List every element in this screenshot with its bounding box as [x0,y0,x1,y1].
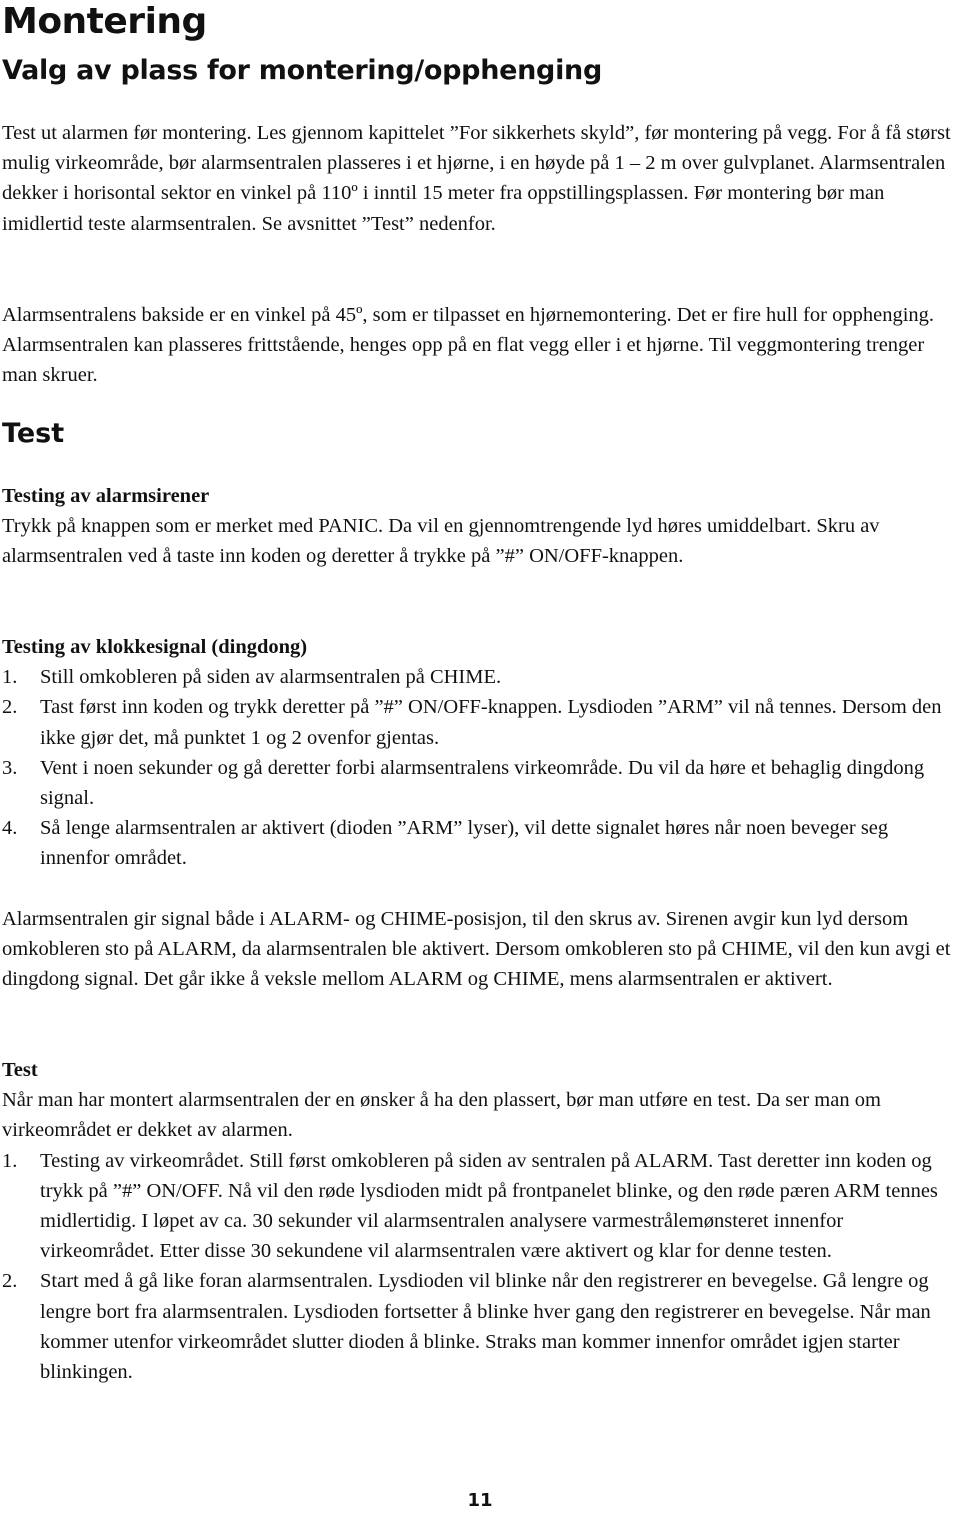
list-item-text: Vent i noen sekunder og gå deretter forbi alarmsentralens virkeområde. Du vil da høre et behaglig dingdong signal. [40,756,925,810]
list-item-number: 1. [2,666,18,689]
signal-paragraph [2,904,958,995]
list-item [2,692,958,752]
list-item-text: Så lenge alarmsentralen ar aktivert (dioden ”ARM” lyser), vil dette signalet høres når noen beveger seg innenfor området. [40,817,889,870]
list-item [2,753,958,813]
list-item [2,662,958,692]
list-item [2,1146,958,1267]
test2-intro: Når man har montert alarmsentralen der en ønsker å ha den plassert, bør man utføre en test. Da ser man om virkeområdet er dekket av alarmen. [2,1089,881,1142]
test2-section [2,1055,958,1387]
list-item-number: 1. [2,1149,18,1172]
chime-test-section [2,632,958,874]
chime-steps-list [2,662,958,873]
list-item [2,1266,958,1387]
siren-test-heading: Testing av alarmsirener [2,485,210,507]
section-heading-test: Test [2,418,65,449]
page-number: 11 [467,1490,493,1511]
list-item-text: Tast først inn koden og trykk deretter på ”#” ON/OFF-knappen. Lysdioden ”ARM” vil nå tennes. Dersom den ikke gjør det, må punktet 1 og 2 ovenfor gjentas. [40,696,942,749]
list-item-number: 2. [2,696,18,719]
siren-test-section [2,481,958,572]
intro-text-1: Test ut alarmen før montering. Les gjennom kapittelet ”For sikkerhets skyld”, før montering på vegg. For å få størst mulig virkeområde, bør alarmsentralen plasseres i et hjørne, i en høyde på 1 – 2 m over gulvplanet. Alarmsentralen dekker i horisontal sektor en vinkel på 110º i inntil 15 meter fra oppstillingsplassen. Før montering bør man imidlertid teste alarmsentralen. Se avsnittet ”Test” nedenfor. [2,122,951,235]
list-item-text: Testing av virkeområdet. Still først omkobleren på siden av sentralen på ALARM. Tast deretter inn koden og trykk på ”#” ON/OFF. Nå vil den røde lysdioden midt på frontpanelet blinke, og den røde pæren ARM tennes midlertidig. I løpet av ca. 30 sekunder vil alarmsentralen analysere varmestrålemønsteret innenfor virkeområdet. Etter disse 30 sekundene vil alarmsentralen være aktivert og klar for denne testen. [40,1149,938,1263]
intro-paragraph-1 [2,118,958,239]
test2-steps-list [2,1146,958,1388]
list-item-number: 4. [2,817,18,840]
intro-text-2: Alarmsentralens bakside er en vinkel på 45º, som er tilpasset en hjørnemontering. Det er fire hull for opphenging. Alarmsentralen kan plasseres frittstående, henges opp på en flat vegg eller i et hjørne. Til veggmontering trenger man skruer. [2,304,935,387]
chime-test-heading: Testing av klokkesignal (dingdong) [2,636,308,658]
intro-paragraph-2 [2,300,958,391]
list-item-text: Still omkobleren på siden av alarmsentralen på CHIME. [40,666,502,689]
siren-test-text: Trykk på knappen som er merket med PANIC. Da vil en gjennomtrengende lyd høres umiddelbart. Skru av alarmsentralen ved å taste inn koden og deretter å trykke på ”#” ON/OFF-knappen. [2,515,880,568]
list-item-number: 2. [2,1270,18,1293]
signal-text: Alarmsentralen gir signal både i ALARM- og CHIME-posisjon, til den skrus av. Sirenen avgir kun lyd dersom omkobleren sto på ALARM, da alarmsentralen ble aktivert. Dersom omkobleren sto på CHIME, vil den kun avgi et dingdong signal. Det går ikke å veksle mellom ALARM og CHIME, mens alarmsentralen er aktivert. [2,908,951,991]
test2-heading: Test [2,1059,38,1081]
list-item [2,813,958,873]
list-item-text: Start med å gå like foran alarmsentralen. Lysdioden vil blinke når den registrerer en bevegelse. Gå lengre og lengre bort fra alarmsentralen. Lysdioden fortsetter å blinke hver gang den registrerer en bevegelse. Når man kommer utenfor virkeområdet slutter dioden å blinke. Straks man kommer innenfor området igjen starter blinkingen. [40,1270,931,1384]
section-heading-mounting: Valg av plass for montering/opphenging [2,55,602,86]
page-title: Montering [2,1,207,42]
list-item-number: 3. [2,756,18,779]
